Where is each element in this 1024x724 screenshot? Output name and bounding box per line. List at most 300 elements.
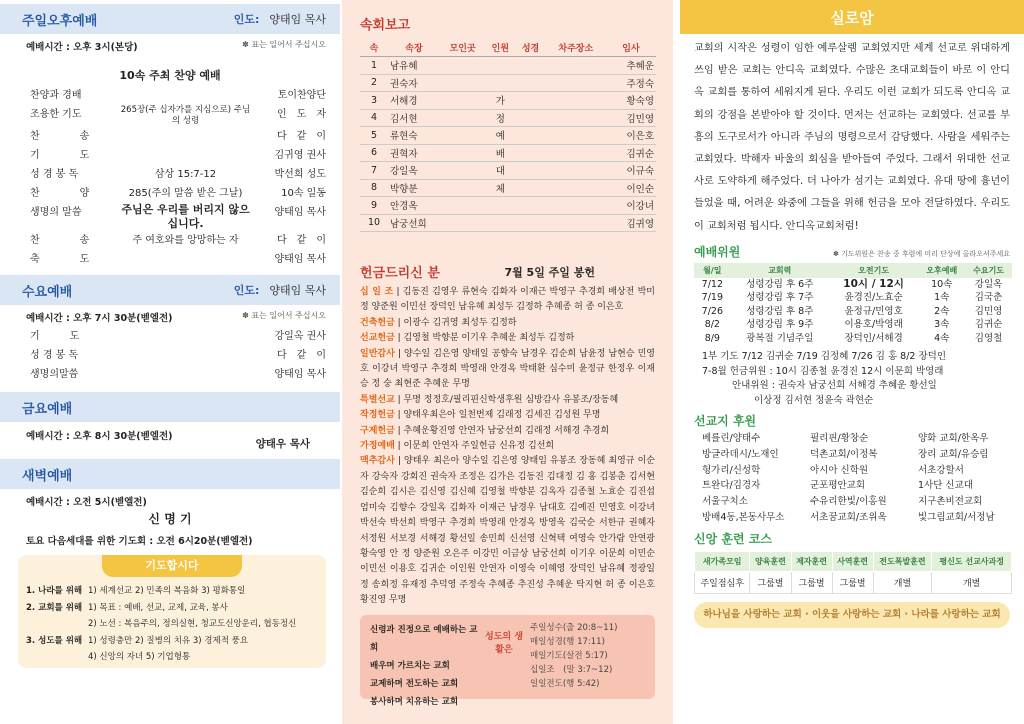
order-person: 양태임 목사 [274,207,326,218]
table-cell: 성령강림 후 6주 [746,278,814,290]
order-detail: 삼상 15:7-12 [154,169,217,180]
table-cell: 배 [485,144,515,162]
mission-item: 1사단 신교대 [918,480,973,492]
sunday-order-row [0,250,340,269]
offering-category: 일반감사 [360,348,395,359]
offering-names: 김영철 박향분 이기우 추혜운 최성두 김정하 [403,333,575,344]
sokbo-header: 속장 [388,39,440,57]
order-detail: 285(주의 말씀 받은 그날) [128,188,243,199]
table-cell: 대 [485,162,515,180]
offering-category: 가정예배 [360,441,395,452]
table-row [360,127,656,145]
offering-sep: | [394,441,404,452]
worship-title: 예배위원 [694,244,741,259]
dawn-header [0,459,340,489]
offering-entry [360,333,574,343]
order-item: 축 도 [30,254,90,265]
sunday-time: 예배시간 : 오후 3시(본당) [26,42,138,53]
table-cell: 김영철 [974,332,1003,344]
table-cell: 주정숙 [606,74,656,92]
table-cell: 권혁자 [388,144,440,162]
table-cell: 김민영 [606,109,656,127]
table-cell: 김민영 [974,305,1003,317]
fri-title: 금요예배 [22,401,73,417]
table-cell [515,74,545,92]
table-cell [440,144,485,162]
worship-committee-line: 이상정 김서현 정윤숙 곽현순 [754,394,874,406]
table-cell: 3속 [934,319,950,331]
mission-item: 서울구치소 [702,496,748,508]
order-item: 찬 송 [30,235,90,246]
table-cell: 장덕인/서해경 [844,332,903,344]
mission-item: 헝가리/신성학 [702,464,761,476]
worship-header: 월/일 [694,263,731,278]
offering-entry [360,456,655,605]
saints-box [360,615,655,707]
table-row [360,57,656,75]
table-cell: 7/12 [701,278,723,290]
prayer-value: 1) 목표 : 예배, 선교, 교제, 교육, 봉사 [88,602,228,613]
saints-motto: 봉사하며 치유하는 교회 [370,696,459,707]
training-header: 제자훈련 [791,551,832,571]
worship-header: 오전기도 [829,263,918,278]
wed-leader-label: 인도: [233,284,260,297]
table-cell: 권숙자 [388,74,440,92]
dawn-time: 예배시간 : 오전 5시(벧엘전) [26,497,147,508]
table-cell [515,127,545,145]
mission-item: 서초강할서 [918,464,964,476]
sunday-leader-label: 인도: [233,13,260,26]
sunday-heading: 10속 주최 찬양 예배 [119,69,221,82]
table-cell [515,179,545,197]
table-cell: 가 [485,92,515,110]
table-row [360,162,656,180]
table-cell: 김귀순 [606,144,656,162]
table-cell: 2 [360,74,388,92]
saints-motto: 신령과 진정으로 예배하는 교회 [370,624,478,653]
saints-practice: 십일조 (말 3:7~12) [530,664,613,675]
offering-category: 구제헌금 [360,425,395,436]
offering-entry [360,287,655,312]
training-cell: 그룹별 [791,571,832,593]
order-detail: 265장(주 십자가를 지심으로) 주님의 성령 [120,105,251,126]
order-item: 생명의말씀 [30,369,79,380]
training-header: 사역훈련 [832,551,873,571]
mission-item: 아시아 신학원 [810,464,869,476]
order-detail [120,127,251,146]
table-cell: 윤정규/민영호 [844,305,903,317]
table-row [360,197,656,215]
sokbo-header: 속 [360,39,388,57]
wed-order-row [0,327,340,346]
saints-motto: 교제하며 전도하는 교회 [370,678,459,689]
order-person: 양태임 목사 [274,254,326,265]
table-cell: 성령강림 후 7주 [746,292,814,304]
offering-sep: | [394,410,404,421]
offering-names: 이문희 안연자 주일헌금 신유정 김선희 [403,441,555,452]
prayer-value: 1) 성령충만 2) 질병의 치유 3) 경제적 풍요 [88,635,249,646]
offering-names: 양태우 최은아 양수일 김은영 양태임 유봉조 장동혜 최영규 이순자 강숙자 강회진 권숙자 조정은 김가은 김동진 김대정 김 홍 김봉춘 김서현 김순희 김시은 김신영 김신혜 김영철 박향분 김옥자 김종철 노효순 김진섭 엄미숙 김향수 강일옥 김화자 이재근 남경우 남대호 김예진 민영호 이강녀 박선숙 박선희 박영구 추경희 박영래 안경옥 방영욱 김국순 서한규 권혜자 서정원 서보경 서해경 황선일 송민희 신선영 신혁택 여영숙 안가람 안연광 황숙영 안 정 양준원 오은주 이강민 이금상 남궁선희 이기우 이문희 이민순 이민선 이용호 김귀순 이인원 안연자 이영숙 이혜영 장덕인 남유혜 정광일정 송희정 유재정 추덕영 주정숙 추혜종 추진성 추혜운 탁지현 허 종 이은호 황진영 무명 [360,456,655,606]
mission-item: 양화 교회/한옥우 [918,433,989,445]
training-header: 새가족모임 [695,551,750,571]
order-item: 성 경 봉 독 [30,169,79,180]
table-cell [546,109,606,127]
training-cell: 개별 [932,571,1012,593]
table-cell [546,162,606,180]
table-row [694,291,1012,305]
table-row [360,179,656,197]
table-cell [440,197,485,215]
table-cell [440,127,485,145]
table-cell: 강일옥 [388,162,440,180]
table-cell: 류현숙 [388,127,440,145]
table-cell [515,109,545,127]
sokbo-header: 차주장소 [546,39,606,57]
table-row [694,332,1012,346]
prayer-key: 2. 교회를 위해 [26,602,83,613]
offering-sep: | [393,287,403,297]
offering-sep: | [394,333,404,344]
order-item: 찬양과 경배 [30,90,82,101]
report-column [342,0,673,724]
table-cell [546,214,606,232]
offering-entry [360,349,655,390]
mission-item: 서초꿈교회/조위옥 [810,511,887,523]
worship-header: 수요기도 [965,263,1012,278]
order-person: 양태임 목사 [274,369,326,380]
offering-names: 김동진 김영우 류현숙 김화자 이재근 박영구 추경희 배상전 박미정 양준원 이민선 장덕인 남유혜 최성두 김정하 추혜종 허 종 이은호 [360,287,655,313]
order-person: 다 같 이 [277,235,326,246]
mission-item: 방글라데시/노재인 [702,449,779,461]
saints-practice: 매일기도(살전 5:17) [530,650,608,661]
order-item: 찬 송 [30,131,90,142]
training-title: 신앙 훈련 코스 [694,531,772,546]
saints-practice: 일일전도(행 5:42) [530,678,600,689]
table-cell: 이은호 [606,127,656,145]
table-cell: 이규숙 [606,162,656,180]
order-person: 다 같 이 [277,131,326,142]
offering-names: 추혜운황진영 안연자 남궁선희 김래정 서해경 추경희 [403,425,610,436]
order-person: 10속 일동 [281,188,326,199]
offering-category: 작정헌금 [360,410,395,421]
worship-column [0,0,340,724]
table-cell [485,197,515,215]
table-cell [515,92,545,110]
order-detail [120,146,251,165]
order-detail [120,327,251,346]
table-cell: 4속 [934,332,950,344]
offering-names: 무명 정정호/필리핀신학생후원 심방감사 유봉조/장동혜 [403,394,619,405]
table-cell: 8/9 [704,332,720,344]
training-cell: 주일점심후 [695,571,750,593]
offering-names: 양태우최은아 일천번제 김래정 김세진 김성원 무명 [403,410,601,421]
sokbo-header: 성경 [515,39,545,57]
table-cell: 남궁선희 [388,214,440,232]
table-cell [515,162,545,180]
fri-leader: 양태우 목사 [255,438,310,450]
offering-category: 맥추감사 [360,456,395,467]
training-header: 평신도 선교사과정 [932,551,1012,571]
mission-item: 장리 교회/유승림 [918,449,989,461]
table-cell: 10속 [931,278,953,290]
offering-list [342,285,673,609]
table-cell: 2속 [934,305,950,317]
table-cell: 윤경진/노효순 [844,292,903,304]
prayer-row [26,649,318,666]
wed-order-row [0,346,340,365]
table-cell: 7 [360,162,388,180]
prayer-row [26,633,318,650]
table-row [694,305,1012,319]
fri-header [0,392,340,422]
table-cell: 김귀순 [974,319,1003,331]
table-cell: 이강녀 [606,197,656,215]
table-cell: 정 [485,109,515,127]
table-cell: 9 [360,197,388,215]
offering-date: 7월 5일 주일 봉헌 [504,265,595,279]
saints-motto: 배우며 가르치는 교회 [370,660,450,671]
prayer-key: 1. 나라를 위해 [26,586,83,596]
table-cell [515,144,545,162]
table-row [694,318,1012,332]
sokbo-header: 인원 [485,39,515,57]
offering-sep: | [394,348,405,359]
worship-committee-line: 1부 기도 7/12 김귀순 7/19 김정혜 7/26 김 홍 8/2 장덕인 [702,351,947,363]
table-cell: 10 [360,214,388,232]
prayer-title: 기도합시다 [102,555,242,577]
table-cell: 강일옥 [974,278,1003,290]
table-cell: 3 [360,92,388,110]
table-cell [515,197,545,215]
prayer-row [26,583,318,600]
offering-entry [360,426,609,436]
wed-order-row [0,365,340,384]
table-cell [440,162,485,180]
mission-item: 군포평안교회 [810,480,866,492]
offering-entry [360,441,554,451]
table-cell: 5 [360,127,388,145]
offering-names: 이광수 김귀영 최성두 김정하 [403,317,517,328]
table-cell [440,109,485,127]
offering-category: 선교헌금 [360,333,395,344]
footer-slogan: 하나님을 사랑하는 교회 · 이웃을 사랑하는 교회 · 나라를 사랑하는 교회 [694,602,1010,628]
sunday-order-row [0,86,340,105]
table-cell: 광복절 기념주일 [746,332,814,344]
mission-list [680,431,1024,525]
sunday-order-row [0,146,340,165]
order-detail: 주님은 우리를 버리지 않으십니다. [121,203,250,230]
table-row [360,92,656,110]
sokbo-title: 속회보고 [360,18,411,33]
sokbo-header: 임사 [606,39,656,57]
order-item: 기 도 [30,331,80,342]
table-cell: 8/2 [704,319,720,331]
order-detail [120,346,251,365]
sunday-order-row [0,105,340,127]
mission-item: 트완다/김경자 [702,480,761,492]
table-row [360,144,656,162]
table-cell: 1속 [934,292,950,304]
order-detail: 주 여호와를 앙망하는 자 [132,235,239,246]
table-cell: 서해경 [388,92,440,110]
offering-entry [360,318,516,328]
order-detail [120,86,251,105]
dawn-title: 새벽예배 [22,468,73,484]
worship-table [694,263,1012,346]
training-table [694,551,1012,594]
table-cell [546,127,606,145]
worship-header: 오후예배 [918,263,965,278]
order-person: 다 같 이 [277,350,326,361]
fri-time: 예배시간 : 오후 8시 30분(벧엘전) [26,431,173,442]
worship-committee-line: 7-8월 헌금위원 : 10시 김종철 윤경진 12시 이문희 박영래 [702,365,944,377]
saints-practice: 주일성수(출 20:8~11) [530,622,618,633]
table-cell [515,214,545,232]
prayer-value: 2) 노선 : 복음주의, 정의실현, 청교도신앙운리, 협동정신 [88,619,297,629]
table-cell: 이용호/박영래 [844,319,903,331]
training-header: 양육훈련 [750,551,791,571]
order-item: 조용한 기도 [30,109,82,120]
wed-header [0,275,340,305]
prayer-key [26,616,88,633]
sunday-title: 주일오후예배 [22,13,98,29]
mission-item: 지구촌비전교회 [918,496,983,508]
table-cell [546,92,606,110]
training-header: 전도폭발훈련 [873,551,932,571]
table-cell: 6 [360,144,388,162]
table-cell: 10시 / 12시 [843,277,904,290]
table-cell: 성령강림 후 8주 [746,305,814,317]
table-row [360,109,656,127]
table-cell [485,74,515,92]
order-item: 생명의 말씀 [30,207,82,218]
offering-sep: | [394,317,404,328]
prayer-key: 3. 성도를 위해 [26,635,83,646]
offering-sep: | [394,425,404,436]
mission-item: 필리핀/황창순 [810,433,869,445]
offering-category: 특별선교 [360,394,395,405]
sunday-note: ✽ 표는 일어서 주십시오 [242,40,326,49]
offering-sep: | [394,394,404,405]
table-cell: 예 [485,127,515,145]
order-item: 기 도 [30,150,90,161]
sokbo-table [360,39,656,232]
sunday-leader: 양태임 목사 [269,13,326,26]
table-cell [485,57,515,75]
order-item: 성 경 봉 독 [30,350,79,361]
table-cell [546,74,606,92]
saints-label: 성도의 생활은 [485,631,523,655]
wed-time: 예배시간 : 오후 7시 30분(벧엘전) [26,313,173,324]
table-cell: 황숙영 [606,92,656,110]
prayer-value: 1) 세계선교 2) 민족의 복음화 3) 평화통일 [88,586,246,596]
table-cell [546,179,606,197]
mission-item: 방배4동,본동사무소 [702,511,785,523]
table-cell [440,92,485,110]
mission-item: 수유리한빛/이홍원 [810,496,887,508]
training-cell: 그룹별 [750,571,791,593]
saints-practice: 매일성경(행 17:11) [530,636,605,647]
sunday-order-row [0,165,340,184]
training-cell: 개별 [873,571,932,593]
worship-committee-line: 안내위원 : 권숙자 남궁선희 서해경 추혜운 황선일 [732,380,937,392]
table-cell: 안경옥 [388,197,440,215]
table-cell: 1 [360,57,388,75]
sunday-order-row [0,184,340,203]
table-cell: 8 [360,179,388,197]
offering-entry [360,410,600,420]
table-cell: 추혜운 [606,57,656,75]
mission-item: 덕촌교회/이정복 [810,449,878,461]
table-cell [546,57,606,75]
mission-title: 선교지 후원 [694,414,757,429]
mission-item: 빛그림교회/서정남 [918,511,995,523]
order-person: 김귀영 권사 [274,150,326,161]
sillo-title: 실로암 [680,0,1024,34]
table-cell [440,214,485,232]
table-cell: 7/19 [701,292,723,304]
table-cell: 김국춘 [974,292,1003,304]
sillo-body: 교회의 시작은 성령이 임한 예루살렘 교회였지만 세계 선교로 위대하게 쓰임 받은 교회는 안디옥 교회였다. 수많은 초대교회들이 바로 이 안디옥 교회를 통하여 세워지게 된다. 우리도 이런 교회가 되도록 안디옥 교회의 강점을 본받아야 할 것이다. 먼저는 선교하는 교회였다. 선교를 부흥의 도구로서가 아니라 주님의 명령으로서 감당했다. 사람을 세워주는 교회였다. 박해자 바울의 회심을 받아들여 주었다. 그래서 위대한 선교사로 도약하게 해주었다. 더 나아가 섬기는 교회였다. 유대 땅에 흉년이 들었을 때, 어려운 와중에 그들을 위해 헌금을 모아 전달하였다. 우리도 이 교회처럼 됩시다. 안디옥교회처럼! [694,43,1010,232]
sunday-order-row [0,231,340,250]
sat-prayer: 토요 다음세대를 위한 기도회 : 오전 6시20분(벧엘전) [26,536,253,547]
worship-note: ✽ 기도위원은 찬송 중 후렴에 미리 단상에 올라오셔주세요 [833,249,1010,258]
sunday-order-row [0,127,340,146]
table-cell: 4 [360,109,388,127]
offering-title: 헌금드리신 분 [360,266,440,281]
order-detail [120,250,251,269]
order-detail [120,365,251,384]
table-cell: 김귀영 [606,214,656,232]
table-cell [485,214,515,232]
sunday-header [0,4,340,34]
table-cell: 남유혜 [388,57,440,75]
order-person: 토이찬양단 [277,90,326,101]
table-cell [440,57,485,75]
table-cell: 이인순 [606,179,656,197]
table-row [360,214,656,232]
table-cell: 성령강림 후 9주 [746,319,814,331]
mission-item: 베를린/양태수 [702,433,761,445]
table-cell [515,57,545,75]
sokbo-header: 모인곳 [440,39,485,57]
table-cell: 체 [485,179,515,197]
table-row [694,278,1012,292]
order-person: 인 도 자 [277,109,326,120]
table-row [360,74,656,92]
wed-title: 수요예배 [22,284,73,300]
table-cell [440,179,485,197]
table-cell: 박향분 [388,179,440,197]
sunday-order-row [0,203,340,231]
info-column [680,0,1024,724]
table-cell: 김서현 [388,109,440,127]
order-person: 강일옥 권사 [274,331,326,342]
wed-leader: 양태임 목사 [269,284,326,297]
table-cell [546,197,606,215]
order-person: 박선희 성도 [274,169,326,180]
worship-header: 교회력 [731,263,829,278]
wed-note: ✽ 표는 일어서 주십시오 [242,311,326,320]
dawn-leader: 신 명 기 [148,512,192,526]
offering-sep: | [394,456,405,467]
offering-category: 십 일 조 [360,287,394,297]
order-item: 찬 양 [30,188,90,199]
prayer-key [26,649,88,666]
offering-category: 건축헌금 [360,317,395,328]
table-cell: 7/26 [701,305,723,317]
prayer-box [18,555,326,668]
